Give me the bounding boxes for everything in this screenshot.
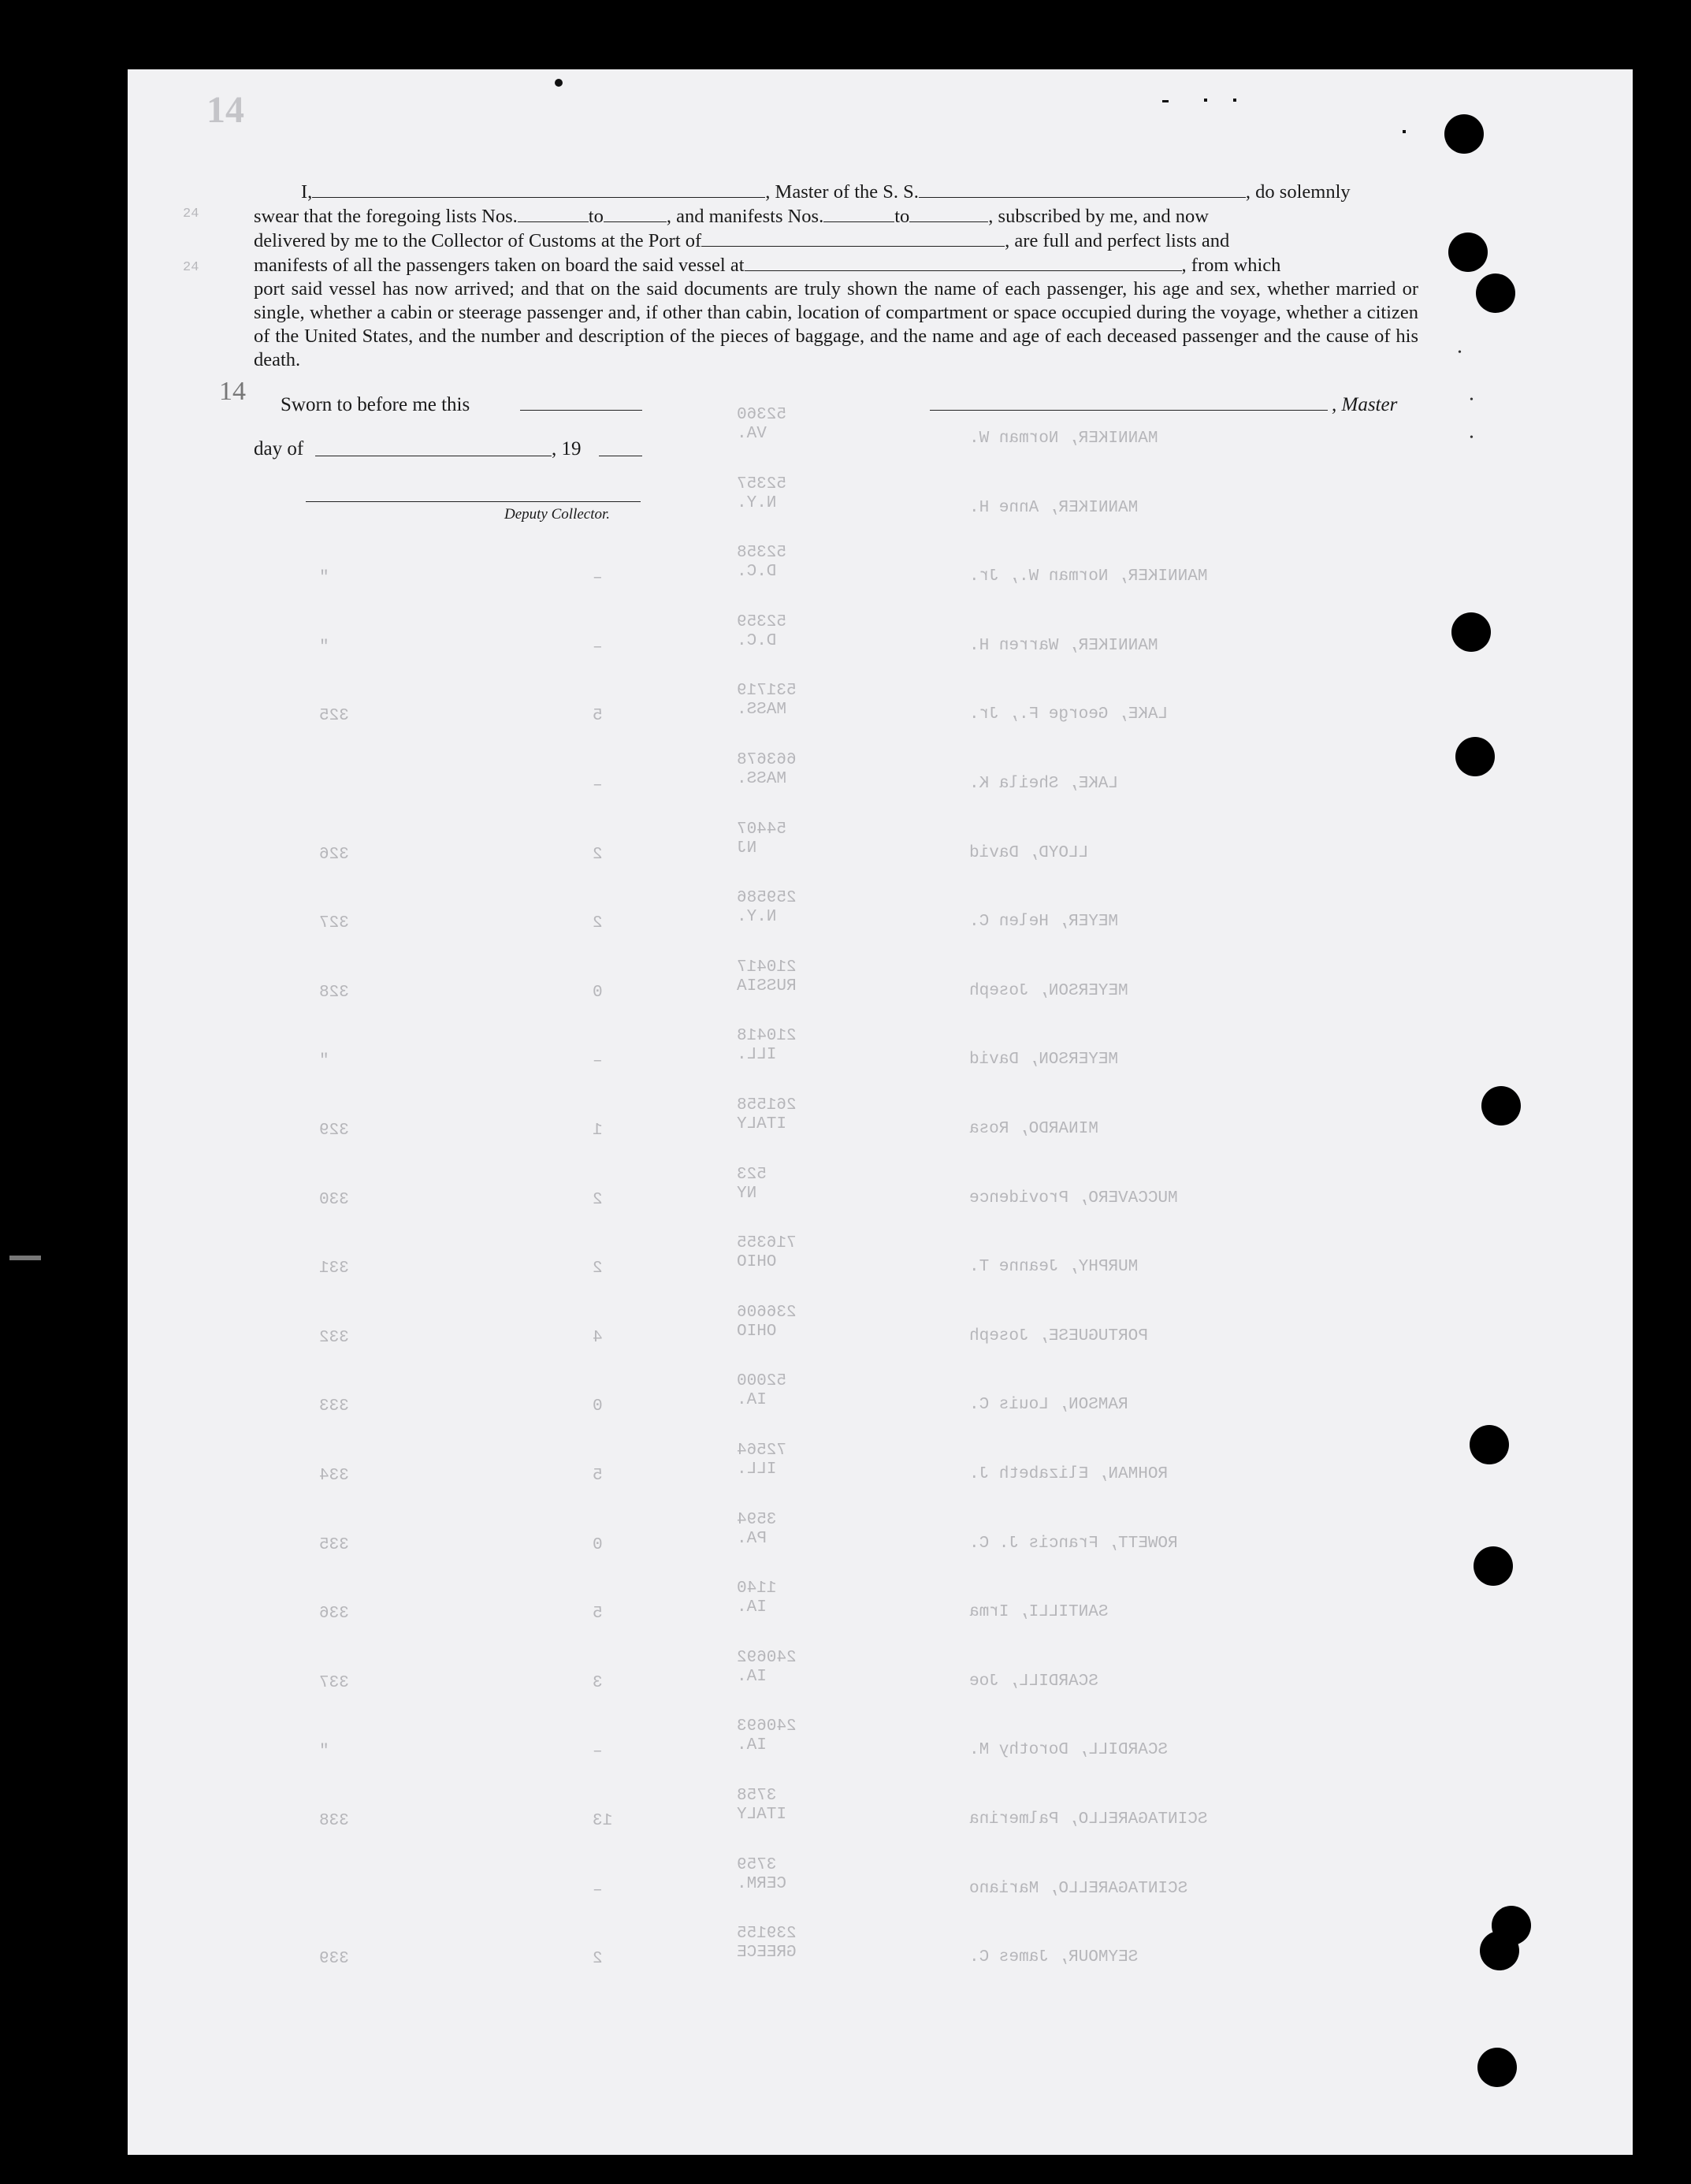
bleed-origin: D.C. (737, 631, 777, 650)
bleed-name: LAKE, George F., Jr. (969, 705, 1169, 724)
bleed-sequence: 330 (319, 1190, 349, 1209)
bleed-number: 259586 (737, 889, 797, 908)
bleed-sequence: 339 (319, 1950, 349, 1969)
bleed-name: PORTUGUESE, Joseph (969, 1326, 1148, 1345)
master-label: , Master (1332, 394, 1398, 415)
manifest-page (128, 69, 1633, 2155)
bleed-name: MANNIKER, Anne H. (969, 498, 1139, 517)
sworn-text: Sworn to before me this (281, 394, 470, 415)
ship-name-blank (919, 180, 1246, 198)
margin-mark: 24 (183, 206, 199, 221)
bleed-count: – (593, 1052, 603, 1071)
bleed-origin: NY (737, 1184, 757, 1203)
bleed-number: 239155 (737, 1925, 797, 1944)
binder-hole-icon (1476, 273, 1515, 313)
bleed-count: 2 (593, 914, 603, 933)
manifest-no-to-blank (909, 204, 988, 222)
bleed-count: 2 (593, 845, 603, 864)
bleed-origin: IA. (737, 1598, 767, 1617)
oath-line-3: delivered by me to the Collector of Customs at the Port of , are full and perfect lists and (254, 230, 1230, 251)
binder-hole-icon (1477, 2048, 1517, 2087)
bleed-name: SEYMOUR, James C. (969, 1948, 1139, 1967)
bleed-count: 5 (593, 1467, 603, 1485)
bleed-name: SCINTAGARELLO, Palmerina (969, 1810, 1208, 1829)
bleed-origin: N.Y. (737, 493, 777, 512)
bleed-number: 1140 (737, 1579, 777, 1598)
bleed-name: SCARDILL, Joe (969, 1672, 1098, 1691)
bleed-origin: IA. (737, 1736, 767, 1755)
binder-hole-icon (1444, 114, 1484, 154)
bleed-origin: RUSSIA (737, 977, 797, 995)
bleed-origin: ITALY (737, 1115, 787, 1133)
bleed-name: SCINTAGARELLO, Mariano (969, 1879, 1188, 1898)
binder-hole-icon (1455, 737, 1495, 776)
bleed-origin: OHIO (737, 1322, 777, 1341)
binder-hole-icon (1451, 612, 1491, 652)
bleed-origin: IA. (737, 1667, 767, 1686)
bleed-name: MEYERSON, David (969, 1051, 1119, 1070)
margin-mark: • (1470, 394, 1474, 406)
year-label: , 19 (552, 438, 582, 459)
bleed-number: 236606 (737, 1303, 797, 1322)
bleed-number: 3759 (737, 1855, 777, 1874)
binder-hole-icon (1481, 1086, 1521, 1125)
oath-line-1: I, , Master of the S. S. , do solemnly (301, 181, 1351, 203)
bleed-sequence: 337 (319, 1673, 349, 1692)
bleed-count: 2 (593, 1950, 603, 1969)
binder-hole-icon (1480, 1931, 1519, 1970)
ink-speck (1204, 99, 1207, 102)
bleed-name: MANNIKER, Norman W., Jr. (969, 567, 1208, 586)
bleed-sequence: 325 (319, 707, 349, 726)
bleed-number: 531719 (737, 682, 797, 701)
margin-mark: • (1470, 432, 1474, 444)
ink-speck (555, 79, 563, 87)
bleed-sequence: 328 (319, 983, 349, 1002)
bleed-sequence: 333 (319, 1397, 349, 1416)
binder-hole-icon (1448, 233, 1488, 272)
margin-mark: 14 (219, 377, 246, 406)
master-signature-line (930, 410, 1328, 411)
bleed-sequence: " (319, 1052, 329, 1071)
deputy-signature-line (306, 501, 641, 502)
bleed-number: 210418 (737, 1027, 797, 1046)
list-no-from-blank (518, 204, 589, 222)
master-name-blank (312, 180, 765, 198)
bleed-name: RAMSON, Louis C. (969, 1396, 1128, 1415)
deputy-collector-label: Deputy Collector. (504, 506, 611, 523)
bleed-number: 716355 (737, 1234, 797, 1253)
manifest-no-from-blank (823, 204, 894, 222)
bleed-number: 523 (737, 1165, 767, 1184)
bleed-number: 52359 (737, 612, 787, 631)
bleed-origin: ILL. (737, 1046, 777, 1065)
bleed-origin: IA. (737, 1391, 767, 1410)
bleed-origin: MASS. (737, 770, 787, 788)
page-number: 14 (206, 89, 244, 131)
margin-mark: 24 (183, 260, 199, 275)
port-blank (701, 229, 1005, 247)
bleed-name: LLOYD, David (969, 843, 1089, 862)
bleed-origin: ILL. (737, 1460, 777, 1479)
bleed-number: 72564 (737, 1442, 787, 1460)
bleed-count: 5 (593, 707, 603, 726)
bleed-number: 3758 (737, 1787, 777, 1805)
oath-paragraph (254, 180, 1418, 372)
margin-mark: • (1458, 347, 1462, 359)
bleed-name: ROWETT, Francis J. C. (969, 1534, 1178, 1553)
bleed-count: 4 (593, 1328, 603, 1347)
bleed-number: 52000 (737, 1372, 787, 1391)
bleed-origin: OHIO (737, 1253, 777, 1272)
bleed-number: 663678 (737, 751, 797, 769)
bleed-sequence: 338 (319, 1812, 349, 1830)
ink-speck (1403, 130, 1406, 133)
ink-speck (1233, 99, 1236, 102)
bleed-count: – (593, 1881, 603, 1899)
bleed-origin: D.C. (737, 563, 777, 582)
bleed-number: 3594 (737, 1510, 777, 1529)
bleed-origin: N.Y. (737, 908, 777, 927)
bleed-number: 210417 (737, 958, 797, 977)
bleed-count: – (593, 638, 603, 657)
bleed-count: – (593, 1743, 603, 1762)
bleed-sequence: " (319, 1743, 329, 1762)
ink-speck (1162, 100, 1169, 102)
bleed-count: 0 (593, 1535, 603, 1554)
bleed-number: 240693 (737, 1717, 797, 1736)
bleed-number: 240692 (737, 1648, 797, 1667)
bleed-count: – (593, 776, 603, 794)
bleed-name: MANNIKER, Warren H. (969, 636, 1158, 655)
list-no-to-blank (604, 204, 667, 222)
oath-line-2: swear that the foregoing lists Nos. to , and manifests Nos. to , subscribed by me, and now (254, 206, 1209, 227)
bleed-name: SANTILLI, Irma (969, 1603, 1109, 1622)
bleed-name: MEYER, Helen C. (969, 913, 1119, 932)
bleed-name: MUCCAVERO, Providence (969, 1189, 1178, 1207)
bleed-count: – (593, 569, 603, 588)
oath-line-4: manifests of all the passengers taken on board the said vessel at , from which (254, 255, 1281, 276)
bleed-count: 0 (593, 1397, 603, 1416)
day-of-label: day of (254, 438, 304, 459)
sworn-date-blank (520, 410, 642, 411)
bleed-origin: VA. (737, 425, 767, 443)
bleed-sequence: 336 (319, 1605, 349, 1624)
bleed-sequence: 326 (319, 845, 349, 864)
bleed-sequence: 329 (319, 1122, 349, 1140)
binder-hole-icon (1474, 1546, 1513, 1586)
bleed-origin: ITALY (737, 1806, 787, 1824)
bleed-origin: CERM. (737, 1874, 787, 1893)
bleed-name: MEYERSON, Joseph (969, 981, 1128, 1000)
bleed-number: 52357 (737, 474, 787, 493)
bleed-number: 54407 (737, 820, 787, 839)
bleed-origin: GREECE (737, 1944, 797, 1963)
bleed-name: MINARDO, Rosa (969, 1120, 1098, 1138)
bleed-sequence: " (319, 569, 329, 588)
oath-body: port said vessel has now arrived; and that on the said documents are truly shown the name of each passenger, his age and sex, whether married or single, whether a cabin or steerage passenger and, if other than cabin, location of compartment or space occupied during the voyage, whether a citizen of the United States, and the number and description of the pieces of baggage, and the name and age of each deceased passenger and the cause of his death. (254, 278, 1418, 370)
bleed-count: 13 (593, 1812, 613, 1830)
binder-hole-icon (1470, 1425, 1509, 1464)
bleed-name: SCARDILL, Dorothy M. (969, 1741, 1169, 1760)
bleed-origin: NJ (737, 839, 757, 858)
bleed-sequence: 334 (319, 1467, 349, 1485)
ink-speck (9, 1256, 41, 1260)
bleed-sequence: 327 (319, 914, 349, 933)
bleed-count: 2 (593, 1259, 603, 1278)
bleed-origin: MASS. (737, 701, 787, 720)
bleed-name: MANNIKER, Norman W. (969, 430, 1158, 448)
bleed-count: 0 (593, 983, 603, 1002)
bleed-count: 5 (593, 1605, 603, 1624)
bleed-origin: PA. (737, 1529, 767, 1548)
bleed-number: 261558 (737, 1096, 797, 1114)
bleed-name: MURPHY, Jeanne T. (969, 1258, 1139, 1277)
departure-port-blank (745, 253, 1182, 271)
bleed-name: ROHMAN, Elizabeth J. (969, 1465, 1169, 1483)
bleed-sequence: 331 (319, 1259, 349, 1278)
bleed-sequence: " (319, 638, 329, 657)
bleed-count: 1 (593, 1122, 603, 1140)
bleed-number: 52360 (737, 406, 787, 424)
bleed-count: 3 (593, 1673, 603, 1692)
bleed-sequence: 332 (319, 1328, 349, 1347)
bleed-count: 2 (593, 1190, 603, 1209)
bleed-number: 52358 (737, 544, 787, 563)
bleed-name: LAKE, Sheila K. (969, 775, 1119, 793)
bleed-sequence: 335 (319, 1535, 349, 1554)
